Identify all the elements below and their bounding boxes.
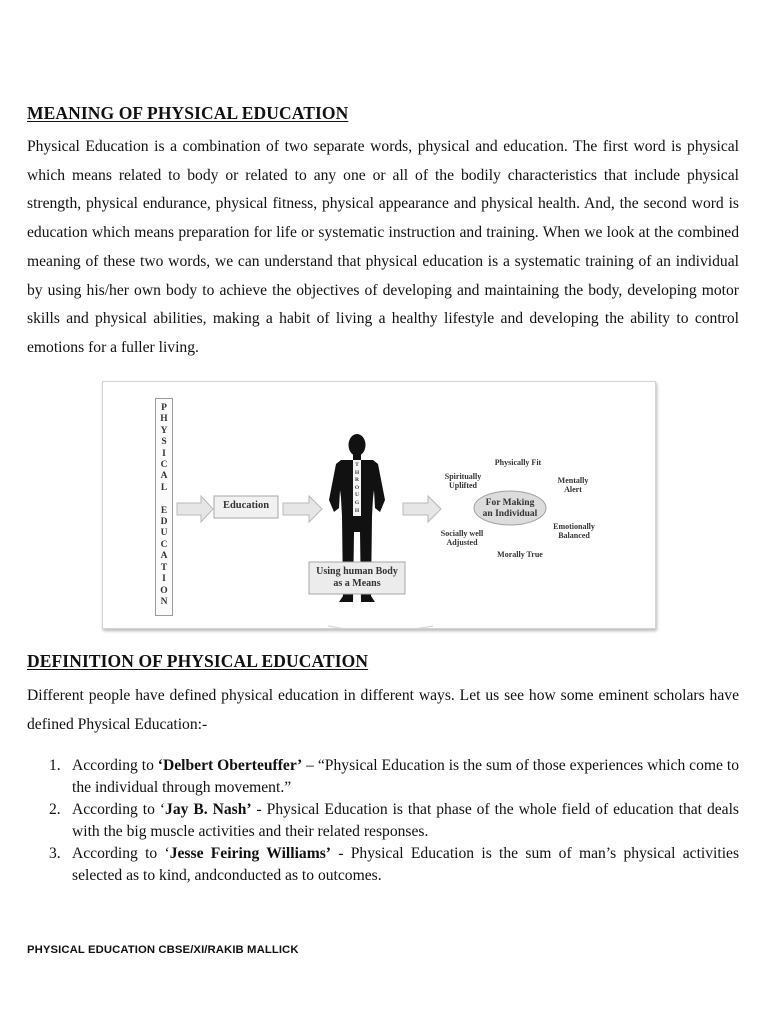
vertical-letter: A	[160, 471, 168, 482]
page-footer: PHYSICAL EDUCATION CBSE/XI/RAKIB MALLICK	[27, 944, 299, 956]
list-number: 3.	[49, 845, 61, 863]
vertical-letter: I	[162, 574, 166, 585]
vertical-letter: A	[160, 551, 168, 562]
outcome-line: Alert	[564, 485, 582, 494]
individual-line: an Individual	[482, 509, 538, 519]
outcome-line: Mentally	[557, 476, 589, 485]
scholar-name: Jesse Feiring Williams’	[169, 845, 331, 863]
vertical-letter: S	[161, 437, 167, 448]
through-letter: H	[354, 469, 360, 476]
outcome-line: Spiritually	[444, 472, 482, 481]
vertical-letter: U	[160, 528, 168, 539]
through-letter: R	[355, 477, 359, 484]
outcome-mentally-alert	[543, 476, 603, 494]
vertical-letter: O	[160, 585, 168, 596]
outcome-physically-fit: Physically Fit	[494, 458, 542, 467]
body-means-line: Using human Body	[316, 566, 398, 577]
outcome-line: Emotionally	[553, 522, 595, 531]
outcome-spiritually-uplifted	[433, 472, 493, 490]
outcome-line: Adjusted	[446, 538, 478, 547]
definition-intro: Different people have defined physical education in different ways. Let us see how some eminent scholars have defined Physical Education:-	[27, 687, 739, 733]
definition-prefix: According to ‘	[72, 801, 166, 819]
diagram-graphics	[103, 382, 655, 628]
outcome-line: Socially well	[440, 529, 484, 538]
outcome-socially-adjusted	[429, 529, 495, 547]
definition-text: – “Physical Education is the sum of those experiences which come to the individual through movement.”	[72, 757, 739, 796]
physical-education-diagram	[102, 381, 656, 629]
through-letter: T	[355, 462, 359, 468]
decorative-arc	[328, 626, 433, 628]
arrow-right-icon	[403, 496, 441, 522]
vertical-letter: L	[160, 482, 168, 493]
vertical-title-bar	[155, 398, 173, 616]
vertical-letter: C	[160, 539, 168, 550]
through-letter: G	[354, 499, 360, 506]
vertical-letter: H	[160, 414, 168, 425]
definition-item	[27, 799, 739, 842]
vertical-letter: N	[160, 596, 168, 607]
scholar-name: Jay B. Nash’	[165, 801, 252, 819]
scholar-name: ‘Delbert Oberteuffer’	[157, 757, 303, 774]
through-letter: U	[355, 492, 359, 499]
body-means-label	[309, 566, 405, 590]
vertical-letter: I	[162, 448, 166, 459]
vertical-letter: Y	[160, 425, 168, 436]
vertical-letter: E	[160, 505, 168, 516]
definition-text: - Physical Education is that phase of the whole field of education that deals with the big muscle activities and their related responses.	[72, 801, 739, 840]
definition-prefix: According to ‘	[72, 845, 170, 863]
arrow-right-icon	[283, 496, 322, 522]
outcome-emotionally-balanced	[541, 522, 607, 540]
definition-prefix: According to	[72, 757, 158, 774]
vertical-letter: P	[161, 403, 167, 413]
definition-heading: DEFINITION OF PHYSICAL EDUCATION	[27, 651, 369, 671]
through-letter: O	[354, 484, 360, 491]
definition-item	[27, 843, 739, 886]
definition-text: - Physical Education is the sum of man’s physical activities selected as to kind, andconducted as to outcomes.	[72, 845, 740, 884]
vertical-letter: T	[160, 562, 168, 573]
education-label: Education	[222, 500, 270, 511]
outcome-morally-true: Morally True	[497, 550, 543, 559]
through-text	[352, 462, 362, 515]
through-letter: H	[354, 507, 360, 514]
definitions-list	[27, 755, 739, 888]
body-means-line: as a Means	[333, 578, 381, 589]
vertical-letter	[163, 494, 165, 505]
vertical-letter: C	[160, 460, 168, 471]
individual-line: For Making	[485, 498, 535, 508]
meaning-paragraph: Physical Education is a combination of two separate words, physical and education. The first word is physical which means related to body or related to any one or all of the bodily characteristics that include physical strength, physical endurance, physical fitness, physical appearance and physical health. And, the second word is education which means preparation for life or systematic instruction and training. When we look at the combined meaning of these two words, we can understand that physical education is a systematic training of an individual by using his/her own body to achieve the objectives of developing and maintaining the body, developing motor skills and physical abilities, making a habit of living a healthy lifestyle and developing the ability to control emotions for a fuller living.	[27, 138, 739, 356]
outcome-line: Balanced	[558, 531, 590, 540]
outcome-line: Uplifted	[449, 481, 477, 490]
list-number: 2.	[49, 801, 61, 819]
definition-item	[27, 755, 739, 798]
individual-label	[474, 498, 546, 520]
vertical-letter: D	[160, 517, 168, 528]
arrow-right-icon	[177, 496, 213, 522]
meaning-heading: MEANING OF PHYSICAL EDUCATION	[27, 103, 349, 123]
list-number: 1.	[49, 757, 61, 774]
vertical-title-letters	[156, 403, 172, 608]
